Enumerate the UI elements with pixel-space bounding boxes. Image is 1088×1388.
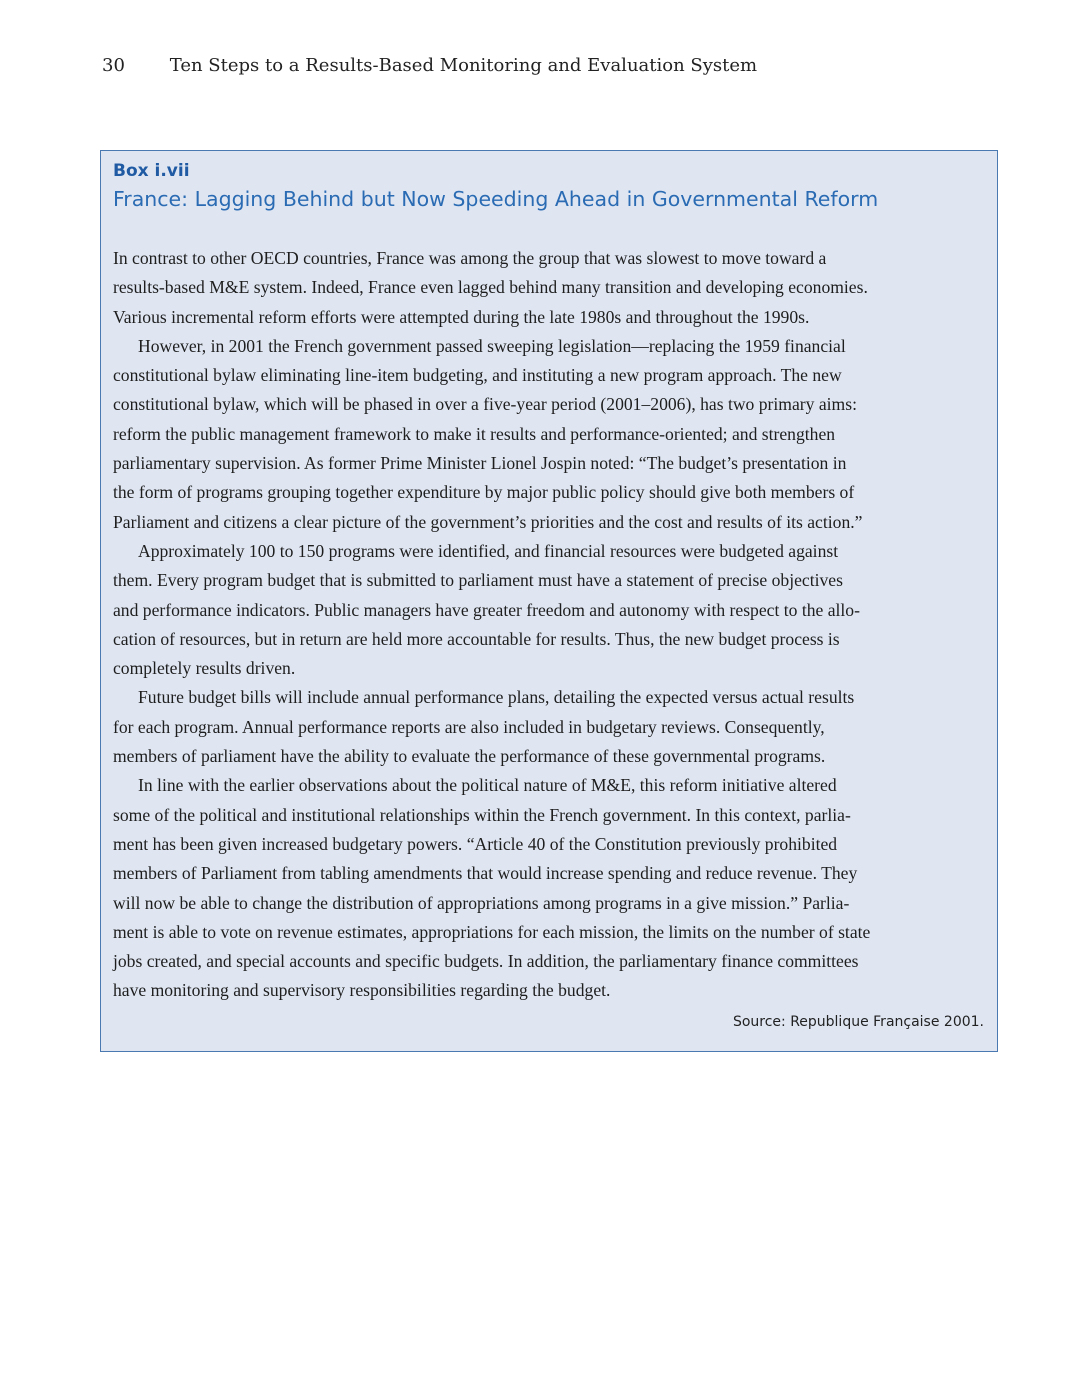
text-line: jobs created, and special accounts and specific budgets. In addition, the parliamentary finance committees [113,951,859,972]
text-line: have monitoring and supervisory responsibilities regarding the budget. [113,980,611,1001]
source-citation: Source: Republique Française 2001. [732,1014,984,1030]
text-line: and performance indicators. Public managers have greater freedom and autonomy with respect to the allo- [113,599,860,620]
text-line: them. Every program budget that is submitted to parliament must have a statement of precise objectives [113,570,843,591]
text-line: some of the political and institutional relationships within the French government. In this context, parlia- [113,804,851,825]
text-line: parliamentary supervision. As former Prime Minister Lionel Jospin noted: “The budget’s presentation in [113,453,847,474]
text-line: will now be able to change the distribution of appropriations among programs in a give mission.” Parlia- [113,892,850,913]
text-line: ment is able to vote on revenue estimates, appropriations for each mission, the limits on the number of state [113,921,871,942]
text-line: reform the public management framework to make it results and performance-oriented; and strengthen [113,423,836,444]
box-label: Box i.vii [113,161,190,181]
text-line: for each program. Annual performance reports are also included in budgetary reviews. Consequently, [113,716,825,737]
text-line: Parliament and citizens a clear picture of the government’s priorities and the cost and results of its action.” [113,511,863,532]
box-body [113,244,989,1006]
text-line: Future budget bills will include annual performance plans, detailing the expected versus actual results [138,687,855,708]
sidebar-box [100,150,998,1052]
text-line: the form of programs grouping together expenditure by major public policy should give both members of [113,482,855,503]
page-header [102,55,982,76]
text-line: In line with the earlier observations about the political nature of M&E, this reform initiative altered [138,775,837,796]
text-line: Various incremental reform efforts were attempted during the late 1980s and throughout the 1990s. [113,306,810,327]
box-title: France: Lagging Behind but Now Speeding Ahead in Governmental Reform [113,187,879,211]
running-title: Ten Steps to a Results-Based Monitoring and Evaluation System [169,55,758,76]
text-line: However, in 2001 the French government passed sweeping legislation—replacing the 1959 financial [138,335,846,356]
text-line: members of Parliament from tabling amendments that would increase spending and reduce revenue. They [113,863,858,884]
text-line: constitutional bylaw eliminating line-item budgeting, and instituting a new program approach. The new [113,365,842,386]
text-line: members of parliament have the ability to evaluate the performance of these governmental programs. [113,746,826,767]
text-line: In contrast to other OECD countries, France was among the group that was slowest to move toward a [113,248,827,268]
text-line: completely results driven. [113,658,296,679]
text-line: cation of resources, but in return are held more accountable for results. Thus, the new budget process is [113,628,840,649]
text-line: results-based M&E system. Indeed, France even lagged behind many transition and developing economies. [113,277,868,298]
page-number: 30 [102,55,125,76]
text-line: Approximately 100 to 150 programs were identified, and financial resources were budgeted against [138,540,839,561]
text-line: ment has been given increased budgetary powers. “Article 40 of the Constitution previously prohibited [113,833,838,854]
text-line: constitutional bylaw, which will be phased in over a five-year period (2001–2006), has two primary aims: [113,394,857,415]
